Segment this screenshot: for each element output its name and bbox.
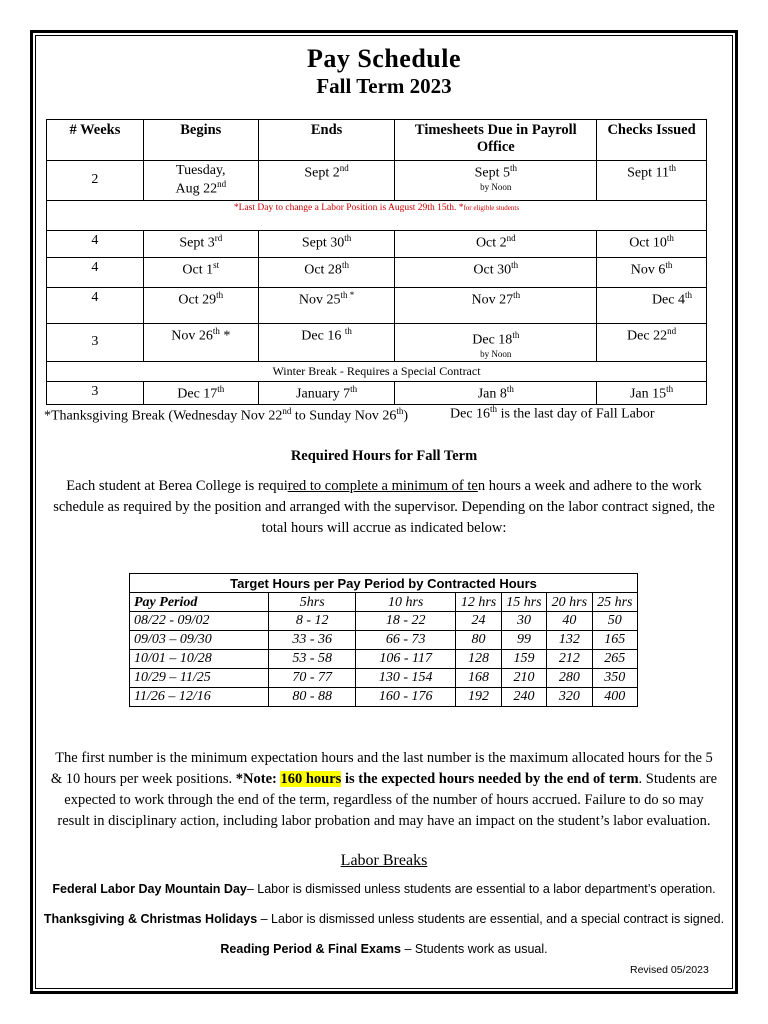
cell: 159 xyxy=(501,650,546,669)
cell: 70 - 77 xyxy=(269,669,356,688)
cell: 33 - 36 xyxy=(269,631,356,650)
break-label: Reading Period & Final Exams xyxy=(220,942,401,956)
break-text: – Students work as usual. xyxy=(401,942,548,956)
table-row: 4 Oct 29th Nov $25^{th *}$ Nov 27th Dec 4th xyxy=(47,287,707,323)
cell: 265 xyxy=(592,650,637,669)
req-text-underlined: red to complete a minimum of te xyxy=(287,478,478,494)
eligible-note: for eligible students xyxy=(463,203,520,212)
pay-schedule-table xyxy=(46,119,707,405)
cell: 160 - 176 xyxy=(356,688,456,707)
labor-breaks-heading: Labor Breaks xyxy=(340,852,428,869)
cell: 66 - 73 xyxy=(356,631,456,650)
break-holidays xyxy=(0,912,768,926)
cell: 40 xyxy=(547,612,592,631)
table-row xyxy=(130,650,638,669)
req-text-c: n hours a week and adhere to the work schedule as required by the position and arranged with the supervisor. Depending on the labor contract signed, the total hours will accrue as indicated below: xyxy=(53,478,715,536)
winter-break-row xyxy=(47,361,707,381)
cell: 24 xyxy=(456,612,501,631)
winter-break-note: Winter Break - Requires a Special Contract xyxy=(47,361,707,381)
col-5hrs: 5hrs xyxy=(269,593,356,612)
by-noon-note: by Noon xyxy=(480,181,512,192)
note-paragraph xyxy=(48,748,720,832)
cell: 350 xyxy=(592,669,637,688)
cell: 280 xyxy=(547,669,592,688)
table-row: 4 Sept 3rd Sept 30th Oct 2nd Oct 10th xyxy=(47,230,707,257)
required-hours-heading: Required Hours for Fall Term xyxy=(290,448,478,464)
break-reading-period xyxy=(0,942,768,956)
col-checks: Checks Issued xyxy=(597,120,707,161)
break-text: – Labor is dismissed unless students are essential to a labor department’s operation. xyxy=(246,882,716,896)
position-change-notice: *Last Day to change a Labor Position is August 29th 15th. * xyxy=(233,202,464,213)
col-begins: Begins xyxy=(143,120,258,161)
cell: 10/01 – 10/28 xyxy=(130,650,269,669)
col-ends: Ends xyxy=(258,120,395,161)
cell: 30 xyxy=(501,612,546,631)
cell: 168 xyxy=(456,669,501,688)
cell: 80 - 88 xyxy=(269,688,356,707)
break-text: – Labor is dismissed unless students are essential, and a special contract is signed. xyxy=(257,912,725,926)
col-15hrs: 15 hrs xyxy=(501,593,546,612)
hours-table-caption: Target Hours per Pay Period by Contracted Hours xyxy=(130,574,638,593)
required-hours-text xyxy=(48,476,720,539)
table-row xyxy=(130,669,638,688)
col-weeks: # Weeks xyxy=(47,120,144,161)
table-row xyxy=(130,688,638,707)
cell: 99 xyxy=(501,631,546,650)
break-labor-day xyxy=(0,882,768,896)
cell: 128 xyxy=(456,650,501,669)
note-text-b: . Students are expected to work through the end of the term, regardless of the number of hours accrued. Failure to do so may result in disciplinary action, including labor probation and may have an impact on the student’s labor evaluation. xyxy=(57,771,718,829)
table-row: 3 Nov 26th * Dec 16 $^{th}$ Dec 18th by Noon Dec 22nd xyxy=(47,323,707,361)
col-12hrs: 12 hrs xyxy=(456,593,501,612)
cell: 8 - 12 xyxy=(269,612,356,631)
target-hours-table xyxy=(129,573,638,707)
by-noon-note: by Noon xyxy=(480,348,512,359)
col-20hrs: 20 hrs xyxy=(547,593,592,612)
cell: 09/03 – 09/30 xyxy=(130,631,269,650)
note-highlight: 160 hours xyxy=(280,771,342,787)
note-text-a: The first number is the minimum expectation hours and the last number is the maximum allocated hours for the 5 & 10 hours per week positions. xyxy=(50,750,713,787)
thanksgiving-note: *Thanksgiving Break (Wednesday Nov 22nd to Sunday Nov 26th) xyxy=(44,406,409,424)
col-25hrs: 25 hrs xyxy=(592,593,637,612)
table-row: 4 Oct 1st Oct 28th Oct 30th Nov 6th xyxy=(47,257,707,287)
cell: 11/26 – 12/16 xyxy=(130,688,269,707)
col-timesheets: Timesheets Due in Payroll Office xyxy=(395,120,597,161)
note-bold: is the expected hours needed by the end of term xyxy=(341,771,639,787)
cell: 50 xyxy=(592,612,637,631)
cell: 80 xyxy=(456,631,501,650)
cell: 210 xyxy=(501,669,546,688)
page-subtitle: Fall Term 2023 xyxy=(316,74,452,98)
cell: 240 xyxy=(501,688,546,707)
cell: 08/22 - 09/02 xyxy=(130,612,269,631)
cell: 165 xyxy=(592,631,637,650)
col-10hrs: 10 hrs xyxy=(356,593,456,612)
last-day-note: Dec 16th is the last day of Fall Labor xyxy=(450,404,655,422)
table-row xyxy=(130,612,638,631)
table-row: 3 Dec 17th January 7th Jan 8th Jan 15th xyxy=(47,381,707,405)
cell: 53 - 58 xyxy=(269,650,356,669)
cell: 130 - 154 xyxy=(356,669,456,688)
note-label: *Note: xyxy=(235,771,281,787)
page-title: Pay Schedule xyxy=(306,44,462,73)
cell: 18 - 22 xyxy=(356,612,456,631)
hours-header-row xyxy=(130,593,638,612)
col-pay-period: Pay Period xyxy=(130,593,269,612)
cell: 212 xyxy=(547,650,592,669)
cell: 132 xyxy=(547,631,592,650)
break-label: Thanksgiving & Christmas Holidays xyxy=(43,912,258,926)
cell: 10/29 – 11/25 xyxy=(130,669,269,688)
req-text-a: Each student at Berea College is requi xyxy=(66,478,288,494)
table-row: 2 Tuesday, Aug 22nd Sept 2nd Sept 5th by Noon Sept 11th xyxy=(47,161,707,201)
revised-date: Revised 05/2023 xyxy=(630,964,709,976)
cell: 400 xyxy=(592,688,637,707)
notice-row xyxy=(47,200,707,230)
break-label: Federal Labor Day Mountain Day xyxy=(52,882,247,896)
cell: 106 - 117 xyxy=(356,650,456,669)
table-header-row xyxy=(47,120,707,161)
table-row xyxy=(130,631,638,650)
cell: 192 xyxy=(456,688,501,707)
cell: 320 xyxy=(547,688,592,707)
